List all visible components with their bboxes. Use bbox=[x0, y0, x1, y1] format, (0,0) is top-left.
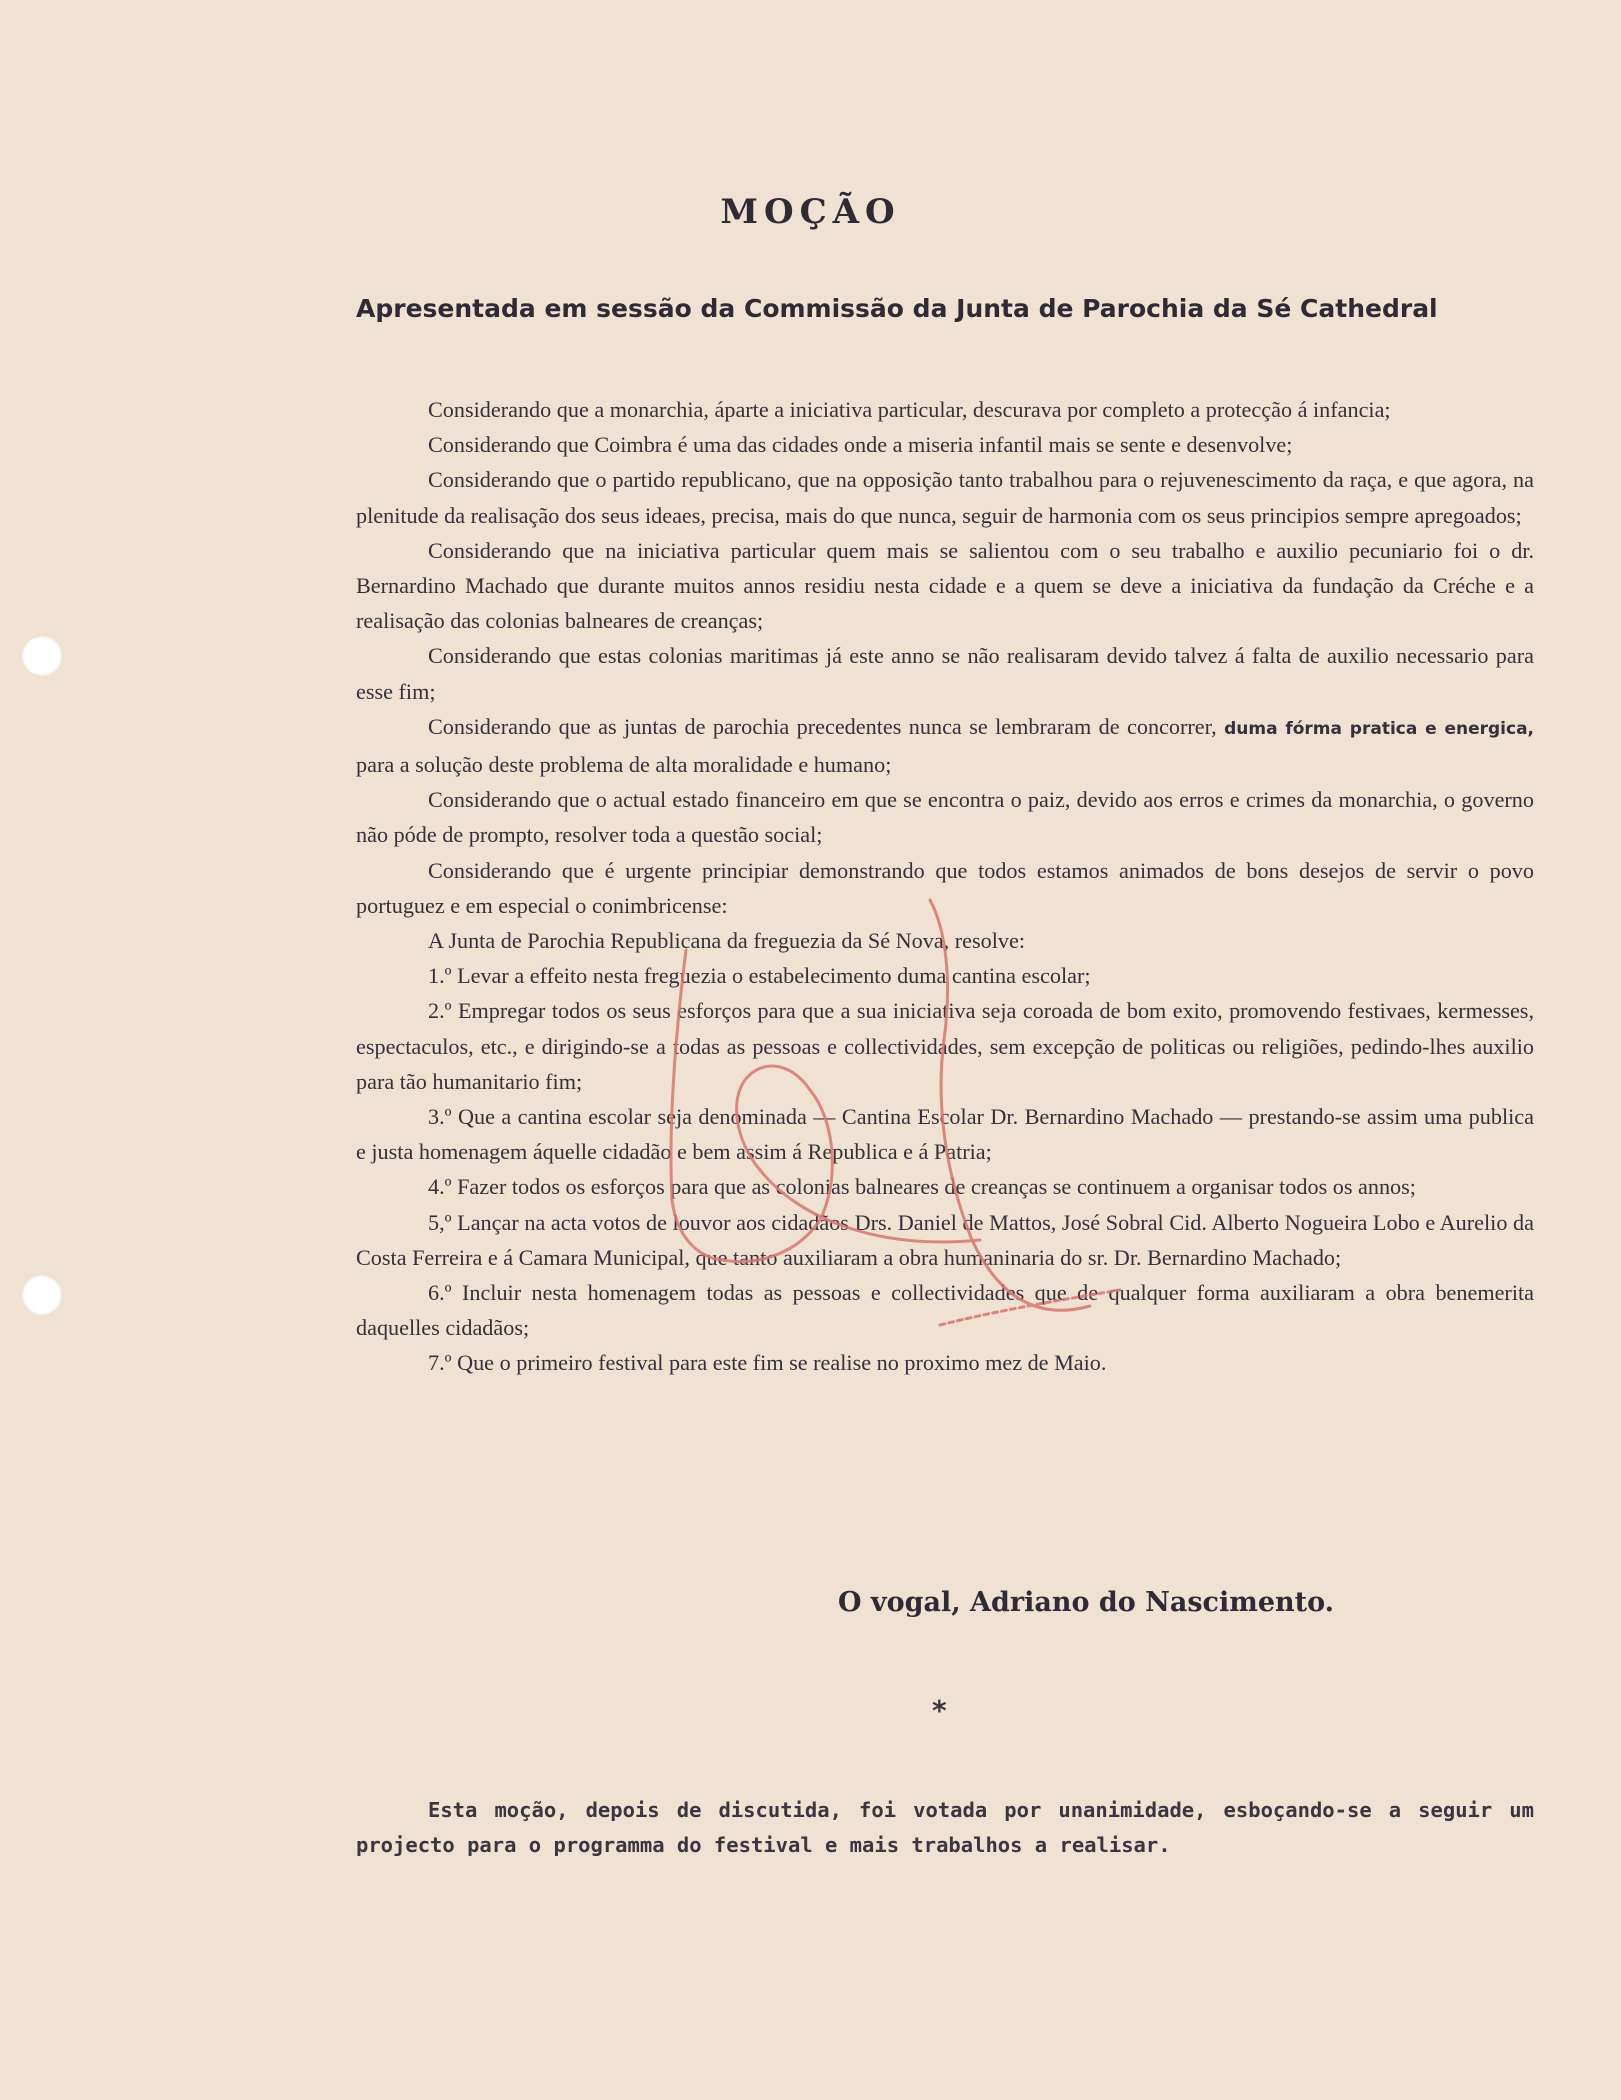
paragraph-juntas bbox=[356, 709, 1534, 782]
document-body bbox=[356, 392, 1534, 1381]
paragraph: Considerando que estas colonias maritimas já este anno se não realisaram devido talvez á falta de auxilio necessario para esse fim; bbox=[356, 643, 1534, 704]
resolution-item-6: 6.º Incluir nesta homenagem todas as pessoas e collectividades que de qualquer forma auxiliaram a obra benemerita daquelles cidadãos; bbox=[356, 1280, 1534, 1341]
paragraph: Considerando que é urgente principiar demonstrando que todos estamos animados de bons desejos de servir o povo portuguez e em especial o conimbricense: bbox=[356, 857, 1534, 918]
paragraph: Considerando que a monarchia, áparte a iniciativa particular, descurava por completo a protecção á infancia; bbox=[428, 397, 1391, 422]
document-subtitle: Apresentada em sessão da Commissão da Junta de Parochia da Sé Cathedral bbox=[356, 294, 1438, 323]
document-title: MOÇÃO bbox=[720, 192, 901, 232]
closing-note bbox=[356, 1793, 1534, 1863]
resolution-intro: A Junta de Parochia Republicana da freguezia da Sé Nova, resolve: bbox=[428, 928, 1025, 954]
paragraph: Considerando que o partido republicano, que na opposição tanto trabalhou para o rejuvenescimento da raça, e que agora, na plenitude da realisação dos seus ideaes, precisa, mais do que nunca, seguir de harmonia com os seus principios sempre apregoados; bbox=[356, 467, 1534, 528]
resolution-item-5: 5,º Lançar na acta votos de louvor aos cidadãos Drs. Daniel de Mattos, José Sobral Cid. Alberto Nogueira Lobo e Aurelio da Costa Ferreira e á Camara Municipal, que tanto auxiliaram a obra humaninaria do sr. Dr. Bernardino Machado; bbox=[356, 1209, 1534, 1270]
paragraph: Considerando que Coimbra é uma das cidades onde a miseria infantil mais se sente e desenvolve; bbox=[428, 432, 1293, 458]
resolution-item-3: 3.º Que a cantina escolar seja denominada — Cantina Escolar Dr. Bernardino Machado — prestando-se assim uma publica e justa homenagem áquelle cidadão e bem assim á Republica e á Patria; bbox=[356, 1104, 1534, 1165]
punch-hole-top bbox=[22, 636, 62, 676]
paragraph: Considerando que na iniciativa particular quem mais se salientou com o seu trabalho e auxilio pecuniario foi o dr. Bernardino Machado que durante muitos annos residiu nesta cidade e a quem se deve a iniciativa da fundação da Créche e a realisação das colonias balneares de creanças; bbox=[356, 537, 1534, 634]
paragraph: Considerando que o actual estado financeiro em que se encontra o paiz, devido aos erros e crimes da monarchia, o governo não póde de prompto, resolver toda a questão social; bbox=[356, 787, 1534, 848]
punch-hole-bottom bbox=[22, 1275, 62, 1315]
closing-note-text: Esta moção, depois de discutida, foi votada por unanimidade, esboçando-se a seguir um projecto para o programma do festival e mais trabalhos a realisar. bbox=[356, 1798, 1534, 1857]
signature-line: O vogal, Adriano do Nascimento. bbox=[838, 1587, 1335, 1618]
resolution-item-1: 1.º Levar a effeito nesta freguezia o estabelecimento duma cantina escolar; bbox=[428, 963, 1091, 989]
juntas-emphasis: duma fórma pratica e energica, bbox=[1224, 718, 1535, 739]
resolution-item-4: 4.º Fazer todos os esforços para que as colonias balneares de creanças se continuem a organisar todos os annos; bbox=[428, 1174, 1416, 1200]
resolution-item-2: 2.º Empregar todos os seus esforços para que a sua iniciativa seja coroada de bom exito, promovendo festivaes, kermesses, espectaculos, etc., e dirigindo-se a todas as pessoas e collectividades, sem excepção de politicas ou religiões, pedindo-lhes auxilio para tão humanitario fim; bbox=[356, 998, 1534, 1094]
separator-asterisk: * bbox=[932, 1694, 947, 1727]
resolution-item-7: 7.º Que o primeiro festival para este fim se realise no proximo mez de Maio. bbox=[428, 1350, 1107, 1376]
juntas-text-before: Considerando que as juntas de parochia precedentes nunca se lembraram de concorrer, bbox=[428, 713, 1217, 739]
juntas-text-after: para a solução deste problema de alta moralidade e humano; bbox=[356, 752, 892, 778]
